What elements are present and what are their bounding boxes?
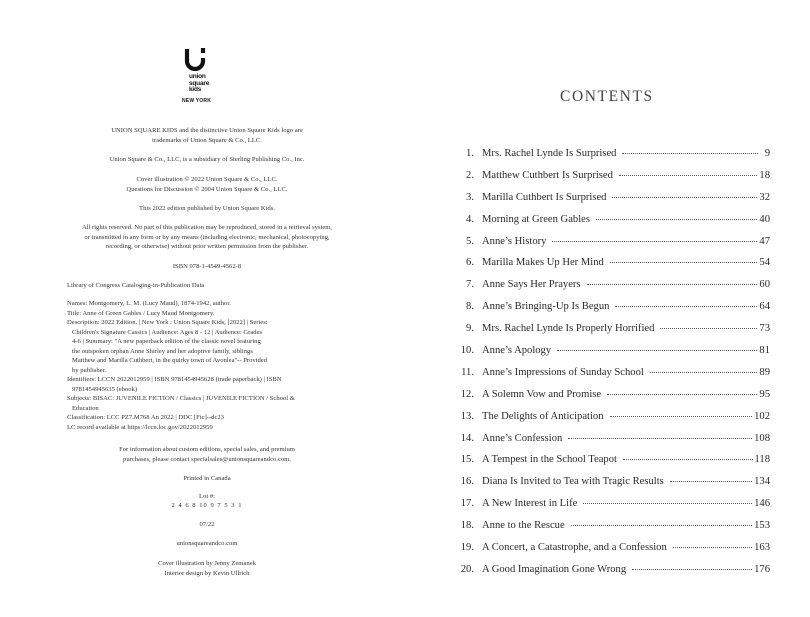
rights-notice — [40, 223, 374, 252]
loc-line: 4-6 | Summary: "A new paperback edition of the classic novel featuring — [72, 338, 261, 345]
toc-entry — [452, 367, 770, 389]
loc-line: 9781454945635 (ebook) — [72, 385, 138, 393]
subsidiary-notice: Union Square & Co., LLC, is a subsidiary of Sterling Publishing Co., Inc. — [109, 156, 305, 163]
toc-page-number: 40 — [759, 213, 770, 225]
toc-dot-leader — [619, 175, 757, 176]
loc-line: Matthew and Marilla Cuthbert, in the quirky town of Avonlea"-- Provided — [72, 357, 268, 364]
toc-entry — [452, 498, 770, 520]
toc-entry — [452, 257, 770, 279]
toc-entry — [452, 148, 770, 170]
toc-dot-leader — [557, 350, 757, 351]
loc-line: Identifiers: LCCN 2022012959 | ISBN 9781454945628 (trade paperback) | ISBN — [67, 376, 282, 383]
loc-line: Subjects: BISAC: JUVENILE FICTION / Classics | JUVENILE FICTION / School & — [67, 395, 295, 402]
toc-chapter-number: 14. — [460, 432, 474, 444]
toc-entry — [452, 542, 770, 564]
toc-chapter-number: 18. — [460, 520, 474, 532]
toc-chapter-number: 3. — [466, 191, 474, 203]
toc-dot-leader — [587, 284, 758, 285]
publisher-website: unionsquareandco.com — [176, 540, 238, 547]
toc-entry — [452, 192, 770, 214]
loc-line: Title: Anne of Green Gables / Lucy Maud Montgomery. — [67, 309, 215, 317]
toc-chapter-number: 10. — [460, 345, 474, 357]
cover-illustration-copyright: Cover illustration © 2022 Union Square & Co., LLC. — [136, 176, 278, 183]
table-of-contents — [452, 148, 770, 586]
toc-dot-leader — [583, 503, 752, 504]
publisher-logo — [182, 44, 230, 104]
toc-chapter-title: A Solemn Vow and Promise — [482, 388, 602, 400]
toc-chapter-number: 16. — [460, 476, 474, 488]
loc-line: LC record available at https://lccn.loc.gov/2022012959 — [67, 423, 213, 431]
toc-page-number: 89 — [759, 366, 770, 378]
toc-chapter-number: 20. — [460, 563, 474, 575]
toc-chapter-title: Morning at Green Gables — [482, 213, 590, 225]
toc-chapter-number: 11. — [461, 366, 474, 378]
toc-dot-leader — [650, 372, 758, 373]
toc-entry — [452, 411, 770, 433]
toc-chapter-number: 6. — [466, 257, 474, 269]
toc-entry — [452, 170, 770, 192]
toc-entry — [452, 279, 770, 301]
logo-word-square: square — [189, 79, 210, 87]
toc-chapter-title: Anne Says Her Prayers — [482, 279, 581, 291]
toc-chapter-title: A New Interest in Life — [482, 498, 578, 510]
toc-dot-leader — [596, 219, 757, 220]
lot-numbers: 2 4 6 8 10 9 7 5 3 1 — [171, 502, 243, 509]
logo-word-union: union — [189, 73, 206, 80]
toc-chapter-title: A Good Imagination Gone Wrong — [482, 563, 627, 575]
toc-chapter-title: Marilla Makes Up Her Mind — [482, 257, 604, 269]
toc-page-number: 134 — [754, 476, 770, 488]
toc-chapter-number: 9. — [466, 323, 474, 335]
toc-chapter-title: A Tempest in the School Teapot — [482, 454, 617, 466]
toc-chapter-number: 7. — [466, 279, 474, 291]
toc-chapter-title: Marilla Cuthbert Is Surprised — [482, 191, 607, 203]
cover-credit: Cover illustration by Jenny Zemanek — [158, 560, 256, 567]
toc-dot-leader — [632, 569, 752, 570]
toc-chapter-title: Anne to the Rescue — [482, 520, 565, 532]
rights-line: All rights reserved. No part of this publication may be reproduced, stored in a retrieval system, — [81, 224, 333, 231]
toc-chapter-number: 8. — [466, 301, 474, 313]
sales-info-line: purchases, please contact specialsales@unionsquareandco.com. — [123, 455, 291, 463]
toc-page-number: 108 — [754, 432, 770, 444]
toc-chapter-number: 5. — [466, 235, 474, 247]
printed-in: Printed in Canada — [183, 475, 231, 482]
sales-info — [50, 445, 364, 464]
toc-chapter-title: Anne’s Confession — [482, 432, 563, 444]
loc-data — [67, 299, 337, 432]
toc-page-number: 73 — [759, 323, 770, 335]
toc-entry — [452, 476, 770, 498]
interior-credit: Interior design by Kevin Ullrich — [164, 569, 250, 577]
toc-entry — [452, 520, 770, 542]
loc-line: Description: 2022 Edition. | New York : Union Square Kids, [2022] | Series: — [67, 319, 268, 326]
print-date: 07/22 — [199, 521, 215, 528]
toc-dot-leader — [571, 525, 752, 526]
copyright-notices — [50, 175, 364, 194]
toc-entry — [452, 389, 770, 411]
toc-dot-leader — [623, 459, 753, 460]
toc-page-number: 54 — [759, 257, 770, 269]
toc-chapter-title: Matthew Cuthbert Is Surprised — [482, 169, 613, 181]
toc-page-number: 64 — [759, 301, 770, 313]
loc-line: Children's Signature Cassics | Audience: Ages 8 - 12 | Audience: Grades — [72, 328, 263, 336]
toc-entry — [452, 214, 770, 236]
toc-chapter-number: 1. — [466, 148, 474, 159]
rights-line: recording, or otherwise) without prior written permission from the publisher. — [105, 243, 309, 250]
toc-page-number: 81 — [759, 345, 770, 357]
toc-entry — [452, 323, 770, 345]
toc-chapter-title: Diana Is Invited to Tea with Tragic Results — [482, 476, 664, 488]
toc-chapter-title: Anne’s Apology — [482, 345, 552, 357]
toc-chapter-title: Mrs. Rachel Lynde Is Surprised — [482, 148, 617, 159]
credits — [50, 559, 364, 578]
toc-page-number: 18 — [759, 169, 770, 181]
toc-entry — [452, 345, 770, 367]
toc-dot-leader — [612, 197, 757, 198]
toc-page-number: 95 — [759, 388, 770, 400]
toc-dot-leader — [673, 547, 752, 548]
toc-chapter-number: 17. — [460, 498, 474, 510]
toc-chapter-number: 4. — [466, 213, 474, 225]
loc-line: Names: Montgomery, L. M. (Lucy Maud), 1874-1942, author. — [67, 300, 231, 307]
loc-line: Education — [72, 404, 99, 412]
sales-info-line: For information about custom editions, special sales, and premium — [119, 446, 295, 453]
loc-line: Classification: LCC PZ7.M768 An 2022 | DDC [Fic]--dc23 — [67, 414, 224, 421]
toc-page-number: 60 — [759, 279, 770, 291]
trademark-line: UNION SQUARE KIDS and the distinctive Union Square Kids logo are — [111, 127, 303, 134]
trademark-notice — [50, 126, 364, 145]
toc-dot-leader — [610, 262, 758, 263]
toc-chapter-number: 15. — [460, 454, 474, 466]
logo-word-kids: kids — [189, 86, 202, 93]
toc-dot-leader — [615, 306, 757, 307]
toc-dot-leader — [607, 394, 757, 395]
toc-page-number: 153 — [754, 520, 770, 532]
contents-title: CONTENTS — [560, 88, 654, 105]
toc-chapter-title: A Concert, a Catastrophe, and a Confession — [482, 542, 667, 554]
toc-page-number: 176 — [754, 563, 770, 575]
toc-page-number: 9 — [764, 148, 770, 159]
toc-chapter-title: Mrs. Rachel Lynde Is Properly Horrified — [482, 323, 655, 335]
toc-chapter-title: The Delights of Anticipation — [482, 410, 604, 422]
toc-dot-leader — [670, 481, 752, 482]
isbn: ISBN 978-1-4549-4562-8 — [172, 263, 242, 270]
edition-notice: This 2022 edition published by Union Square Kids. — [139, 205, 275, 212]
toc-chapter-number: 13. — [460, 410, 474, 422]
toc-entry — [452, 564, 770, 586]
logo-city: NEW YORK — [182, 97, 212, 104]
toc-entry — [452, 301, 770, 323]
toc-dot-leader — [568, 438, 752, 439]
toc-entry — [452, 433, 770, 455]
toc-chapter-number: 19. — [460, 542, 474, 554]
toc-page-number: 118 — [754, 454, 770, 466]
toc-dot-leader — [552, 241, 757, 242]
union-square-kids-logo-icon — [184, 44, 208, 74]
rights-line: or transmitted in any form or by any means (including electronic, mechanical, photocopying, — [84, 233, 330, 241]
toc-page-number: 146 — [754, 498, 770, 510]
toc-page-number: 102 — [754, 410, 770, 422]
questions-copyright: Questions for Discussion © 2004 Union Square & Co., LLC. — [126, 185, 288, 193]
toc-dot-leader — [622, 153, 758, 154]
toc-entry — [452, 236, 770, 258]
toc-chapter-number: 2. — [466, 169, 474, 181]
toc-entry — [452, 454, 770, 476]
toc-chapter-title: Anne’s History — [482, 235, 547, 247]
toc-page-number: 32 — [759, 191, 770, 203]
toc-chapter-number: 12. — [460, 388, 474, 400]
toc-page-number: 47 — [759, 235, 770, 247]
toc-chapter-title: Anne’s Bringing-Up Is Begun — [482, 301, 610, 313]
toc-page-number: 163 — [754, 542, 770, 554]
lot-label: Lot #: — [199, 493, 215, 500]
toc-dot-leader — [660, 328, 757, 329]
loc-line: by publisher. — [72, 366, 107, 374]
trademark-line: trademarks of Union Square & Co., LLC. — [152, 136, 262, 144]
toc-chapter-title: Anne’s Impressions of Sunday School — [482, 366, 644, 378]
loc-heading: Library of Congress Cataloging-in-Publication Data — [67, 282, 205, 289]
toc-dot-leader — [610, 416, 753, 417]
loc-line: the outspoken orphan Anne Shirley and her adoptive family, siblings — [72, 347, 253, 355]
